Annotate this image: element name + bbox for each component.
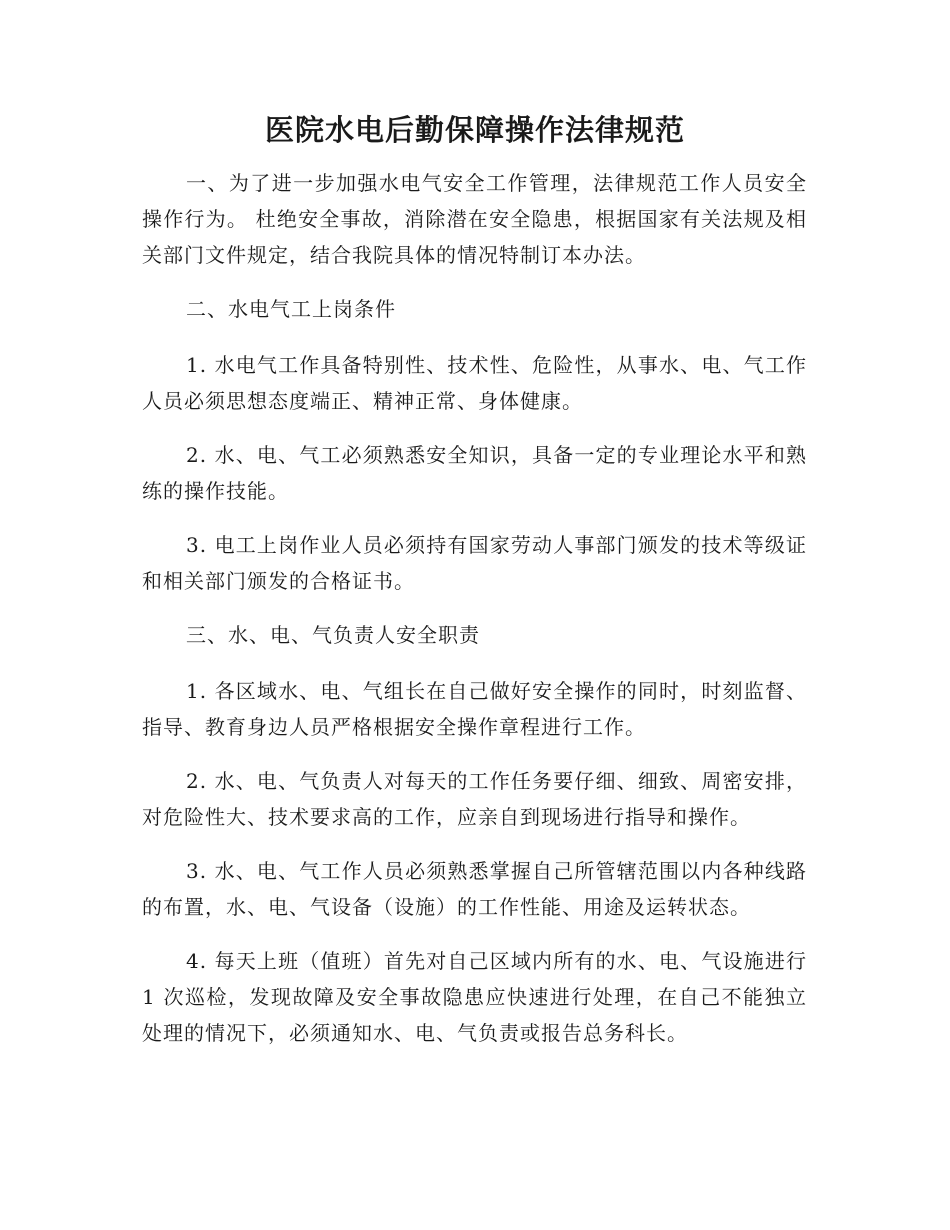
paragraph-3-3: 3. 水、电、气工作人员必须熟悉掌握自己所管辖范围以内各种线路的布置，水、电、气设备（设施）的工作性能、用途及运转状态。 bbox=[142, 859, 807, 919]
document-title: 医院水电后勤保障操作法律规范 bbox=[264, 113, 685, 147]
paragraph-3-2: 2. 水、电、气负责人对每天的工作任务要仔细、细致、周密安排，对危险性大、技术要求高的工作，应亲自到现场进行指导和操作。 bbox=[142, 769, 807, 829]
document-body bbox=[142, 165, 807, 1069]
paragraph-intro: 一、为了进一步加强水电气安全工作管理，法律规范工作人员安全操作行为。 杜绝安全事故，消除潜在安全隐患，根据国家有关法规及相关部门文件规定，结合我院具体的情况特制订本办法。 bbox=[142, 171, 807, 267]
paragraph-3-1: 1. 各区域水、电、气组长在自己做好安全操作的同时，时刻监督、指导、教育身边人员严格根据安全操作章程进行工作。 bbox=[142, 679, 807, 739]
paragraph-2-2: 2. 水、电、气工必须熟悉安全知识，具备一定的专业理论水平和熟练的操作技能。 bbox=[142, 443, 807, 503]
paragraph-2-1: 1. 水电气工作具备特别性、技术性、危险性，从事水、电、气工作人员必须思想态度端正、精神正常、身体健康。 bbox=[142, 353, 807, 413]
section-heading-2: 二、水电气工上岗条件 bbox=[186, 297, 396, 321]
section-heading-3: 三、水、电、气负责人安全职责 bbox=[186, 623, 480, 647]
paragraph-3-4: 4. 每天上班（值班）首先对自己区域内所有的水、电、气设施进行 1 次巡检，发现故障及安全事故隐患应快速进行处理，在自己不能独立处理的情况下，必须通知水、电、气负责或报告总务科长。 bbox=[142, 949, 807, 1045]
paragraph-2-3: 3. 电工上岗作业人员必须持有国家劳动人事部门颁发的技术等级证和相关部门颁发的合格证书。 bbox=[142, 533, 807, 593]
